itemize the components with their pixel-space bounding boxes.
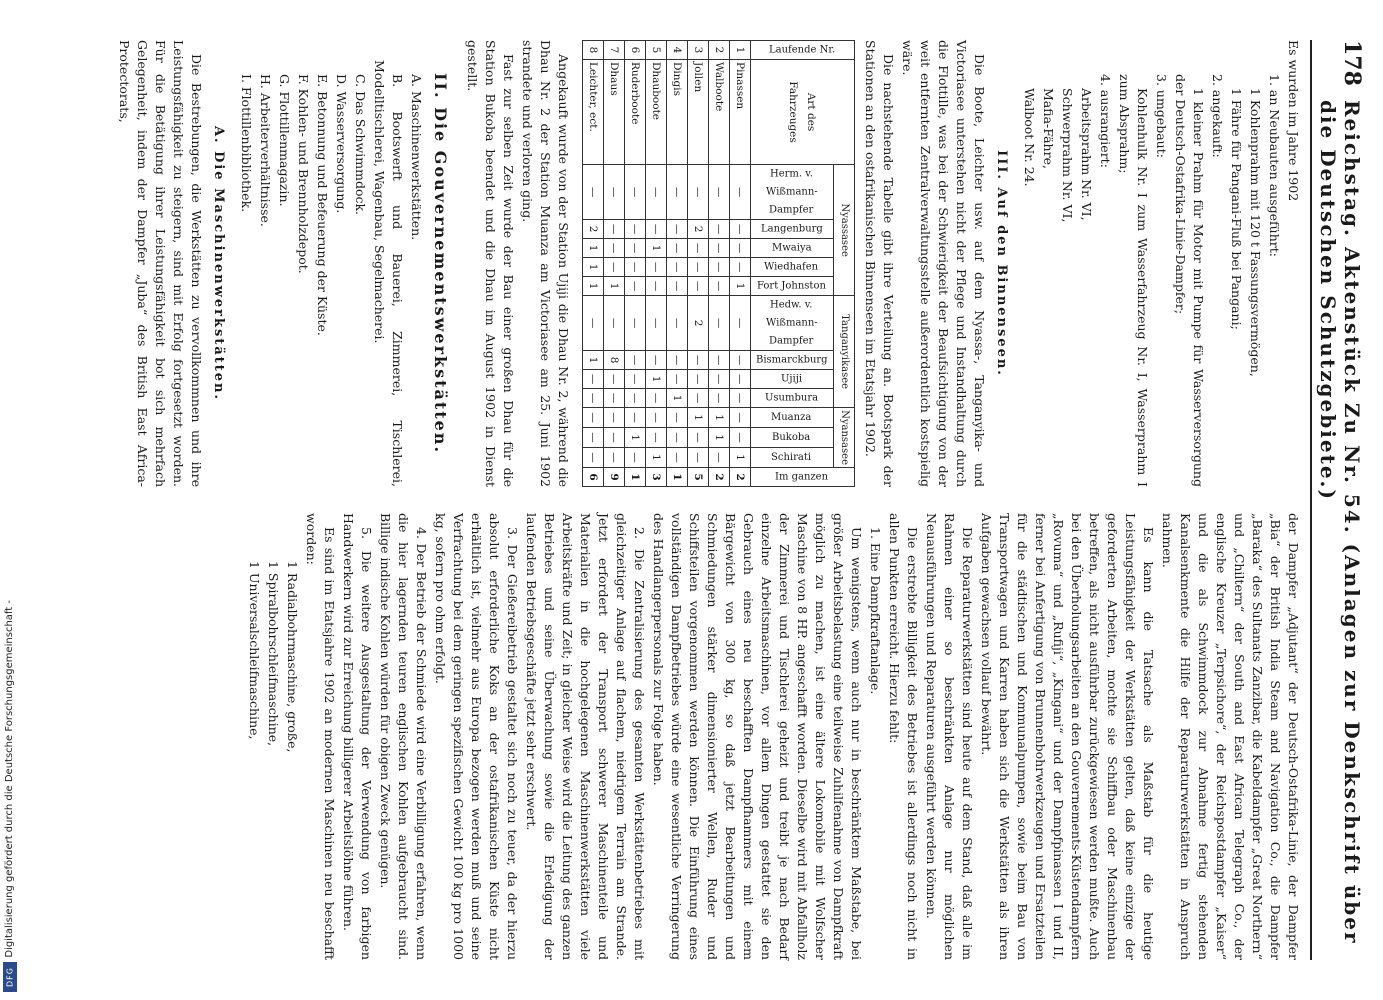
sub-item: 1 Kohlenprahm mit 120 t Fassungsvermögen, bbox=[1248, 88, 1263, 377]
count-cell: — bbox=[625, 408, 646, 428]
paragraph: 1. Eine Dampfkraftanlage. bbox=[868, 527, 883, 695]
table-row bbox=[583, 41, 604, 487]
count-cell: — bbox=[625, 389, 646, 408]
count-cell: — bbox=[688, 370, 709, 389]
table-row bbox=[709, 41, 730, 487]
count-cell: 1 bbox=[730, 448, 751, 468]
count-cell: 1 bbox=[583, 351, 604, 370]
count-cell: 1 bbox=[583, 277, 604, 296]
sub-item: Mafia-Fähre, bbox=[1041, 88, 1056, 169]
count-cell: — bbox=[646, 165, 667, 220]
list-item: A. Maschinenwerkstätten. bbox=[409, 74, 424, 241]
count-cell: 1 bbox=[646, 370, 667, 389]
row-number-cell: 7 bbox=[604, 41, 625, 60]
row-number-cell: 8 bbox=[583, 41, 604, 60]
count-cell: — bbox=[688, 351, 709, 370]
count-cell: — bbox=[730, 165, 751, 220]
station-header: Mwaiya bbox=[751, 239, 834, 258]
count-cell: — bbox=[730, 389, 751, 408]
total-cell: 1 bbox=[667, 468, 688, 487]
vessel-type-cell: Walboote bbox=[709, 60, 730, 165]
row-number-cell: 2 bbox=[709, 41, 730, 60]
list-item: F. Kohlen- und Brennholzdepot. bbox=[296, 74, 311, 274]
digitization-credit: Digitalisierung gefördert durch die Deutsche Forschungsgemeinschaft - bbox=[4, 600, 15, 958]
count-cell: 1 bbox=[730, 277, 751, 296]
list-item: C. Das Schwimmdock. bbox=[353, 74, 368, 216]
list-item: I. Flottillenbibliothek. bbox=[239, 74, 254, 213]
fleet-table-body bbox=[583, 41, 751, 487]
count-cell: 1 bbox=[625, 428, 646, 448]
count-cell: — bbox=[730, 296, 751, 351]
count-cell: — bbox=[604, 296, 625, 351]
station-header: Fort Johnston bbox=[751, 277, 834, 296]
count-cell: 1 bbox=[709, 408, 730, 428]
total-cell: 6 bbox=[583, 468, 604, 487]
count-cell: — bbox=[625, 258, 646, 277]
vessel-type-cell: Pinassen bbox=[730, 60, 751, 165]
total-cell: 9 bbox=[604, 468, 625, 487]
list-item: 1 Universalschleifmaschine, bbox=[247, 561, 262, 740]
count-cell: 1 bbox=[646, 239, 667, 258]
section-title: II. Die Gouvernementswerkstätten. bbox=[431, 72, 450, 455]
count-cell: — bbox=[730, 370, 751, 389]
list-item: 2. angekauft: bbox=[1210, 74, 1225, 158]
count-cell: 1 bbox=[646, 448, 667, 468]
count-cell: — bbox=[604, 448, 625, 468]
count-cell: — bbox=[688, 389, 709, 408]
count-cell: — bbox=[646, 351, 667, 370]
vessel-type-cell: Dingis bbox=[667, 60, 688, 165]
list-item: 4. ausrangiert: bbox=[1098, 74, 1113, 168]
count-cell: 2 bbox=[688, 220, 709, 239]
station-header: Langenburg bbox=[751, 220, 834, 239]
table-row bbox=[646, 41, 667, 487]
count-cell: — bbox=[625, 448, 646, 468]
paragraph: 2. Die Zentralisierung des gesamten Werkstättenbetriebes mit gleichzeitiger Anlage auf flachem, niedrigem Terrain am Strande. Jetzt erfordert der Transport schwerer Maschinenteile und Materialien in die hochgelegenen Maschinenwerkstätten viele Arbeitskräfte und Zeit; in gleicher Weise wird die Leitung des ganzen Betriebes und seine Überwachung sowie die Erledigung der laufenden Betriebsgeschäfte jetzt sehr erschwert. bbox=[524, 513, 647, 960]
list-item: 1. an Neubauten ausgeführt: bbox=[1267, 74, 1282, 257]
count-cell: 8 bbox=[604, 351, 625, 370]
list-item: E. Betonnung und Befeuerung der Küste. bbox=[315, 74, 330, 336]
paragraph: Fast zur selben Zeit wurde der Bau einer großen Dhau für die Station Bukoba beendet und die Dhau im August 1902 in Dienst gestellt. bbox=[465, 40, 516, 487]
station-header: Herm. v. Wißmann-Dampfer bbox=[751, 165, 834, 220]
total-cell: 2 bbox=[730, 468, 751, 487]
right-column bbox=[114, 513, 1302, 960]
count-cell: 1 bbox=[688, 408, 709, 428]
paragraph: Die nachstehende Tabelle gibt ihre Verteilung an. Bootspark der Stationen an den ostafrikanischen Binnenseen im Etatsjahr 1902. bbox=[863, 40, 896, 487]
count-cell: — bbox=[604, 389, 625, 408]
count-cell: — bbox=[667, 351, 688, 370]
page-header bbox=[1310, 40, 1365, 960]
count-cell: — bbox=[646, 408, 667, 428]
count-cell: — bbox=[625, 351, 646, 370]
group-header-nyassa: Nyassasee bbox=[834, 165, 855, 296]
station-header: Wiedhafen bbox=[751, 258, 834, 277]
paragraph: 3. Der Gießereibetrieb gestaltet sich noch zu teuer, da der hierzu absolut erforderliche Koks an der ostafrikanischen Küste nicht erhältlich ist, vielmehr aus Europa bezogen werden muß und seine Verfrachtung bei dem geringen spezifischen Gewicht 100 kg pro 1000 kg, sofern pro ohm erfolgt. bbox=[433, 513, 520, 960]
paragraph: Die Reparaturwerkstätten sind heute auf dem Stand, daß alle im Rahmen einer so beschränkten Anlage nur möglichen Neuausführungen und Reparaturen ausgeführt werden können. bbox=[924, 513, 975, 960]
count-cell: — bbox=[646, 277, 667, 296]
list-item: 1 Spiralbohrschleifmaschine, bbox=[266, 561, 281, 747]
count-cell: — bbox=[625, 165, 646, 220]
count-cell: — bbox=[604, 220, 625, 239]
group-header-victoria: Nyansasee bbox=[834, 408, 855, 468]
paragraph: 4. Der Betrieb der Schmiede wird eine Verbilligung erfahren, wenn die hier lagernden teuren englischen Kohlen aufgebraucht sind. Billige indische Kohlen würden für obigen Zweck genügen. bbox=[378, 513, 429, 960]
count-cell: — bbox=[583, 370, 604, 389]
count-cell: — bbox=[709, 448, 730, 468]
count-cell: — bbox=[688, 165, 709, 220]
paragraph: Um wenigstens, wenn auch nur in beschränktem Maßstabe, bei größer Arbeitsbelastung eine teilweise Zuhilfenahme von Dampfkraft möglich zu machen, ist eine ältere Lokomobile mit Wolfscher Maschine von 8 HP. angeschafft worden. Dieselbe wird mit Abfallholz der Zimmerei und Tischlerei geheizt und treibt je nach Bedarf einzelne Arbeitsmaschinen, vor allem Dingen gestattet sie den Gebrauch eines neu beschafften Dampfhammers mit einem Bärgewicht von 300 kg, so daß jetzt Bearbeitungen und Schmiedungen stärker dimensionierter Wellen, Ruder und Schiffsteilen vorgenommen werden können. Die Einführung eines vollständigen Dampfbetriebes würde eine wesentliche Verringerung des Handlangerpersonals zur Folge haben. bbox=[651, 513, 864, 960]
count-cell: — bbox=[730, 428, 751, 448]
row-number-cell: 6 bbox=[625, 41, 646, 60]
vessel-type-cell: Leichter, ect. bbox=[583, 60, 604, 165]
sub-item: Schwerprahm Nr. VI, bbox=[1060, 88, 1075, 223]
station-header: Schirati bbox=[751, 448, 834, 468]
table-row bbox=[604, 41, 625, 487]
paragraph: Die erstrebte Billigkeit des Betriebes ist allerdings noch nicht in allen Punkten erreicht. Hierzu fehlt: bbox=[887, 513, 920, 960]
count-cell: — bbox=[709, 370, 730, 389]
count-cell: — bbox=[583, 389, 604, 408]
count-cell: — bbox=[667, 220, 688, 239]
total-cell: 1 bbox=[625, 468, 646, 487]
dfg-logo-icon: DFG bbox=[3, 962, 17, 992]
row-number-cell: 4 bbox=[667, 41, 688, 60]
count-cell: 1 bbox=[604, 277, 625, 296]
count-cell: — bbox=[646, 428, 667, 448]
count-cell: — bbox=[604, 239, 625, 258]
station-header: Bismarckburg bbox=[751, 351, 834, 370]
count-cell: 2 bbox=[583, 220, 604, 239]
col-header-nr: Laufende Nr. bbox=[751, 41, 855, 60]
count-cell: — bbox=[709, 351, 730, 370]
count-cell: 1 bbox=[583, 258, 604, 277]
count-cell: — bbox=[667, 239, 688, 258]
vessel-type-cell: Ruderboote bbox=[625, 60, 646, 165]
total-cell: 2 bbox=[709, 468, 730, 487]
count-cell: — bbox=[730, 220, 751, 239]
list-item: 3. umgebaut: bbox=[1154, 74, 1169, 158]
count-cell: — bbox=[667, 258, 688, 277]
paragraph: Es kann die Tatsache als Maßstab für die heutige Leistungsfähigkeit der Werkstätten gelten, daß keine einzige der geforderten Arbeiten, mochte sie Schiffbau oder Maschinenbau betreffen, als nicht ausführbar zurückgewiesen werden mußte. Auch bei den Überholungsarbeiten an den Gouvernements-Küstendampfern „Rovuma“ und „Rufiji“, „Kingani“ und der Dampfpinassen I und II, ferner bei Anfertigung von Brunnenbohrwerkzeugen und Ersatzteilen für die städtischen und Kommunalpumpen, sowie beim Bau von Transportwagen und Karren haben sich die Werkstätten als ihren Aufgaben gewachsen vollauf bewährt. bbox=[979, 513, 1156, 960]
count-cell: — bbox=[646, 220, 667, 239]
count-cell: — bbox=[688, 258, 709, 277]
count-cell: — bbox=[688, 448, 709, 468]
count-cell: 2 bbox=[688, 296, 709, 351]
page-number: 178 bbox=[1339, 40, 1365, 86]
count-cell: — bbox=[709, 258, 730, 277]
sub-item: Arbeitsprahm Nr. VI, bbox=[1079, 88, 1094, 221]
count-cell: — bbox=[646, 258, 667, 277]
row-number-cell: 3 bbox=[688, 41, 709, 60]
paragraph: Angekauft wurde von der Station Ujiji die Dhau Nr. 2, während die Dhau Nr. 2 der Station Muanza am Victoriasee am 25. Juni 1902 strandete und verloren ging. bbox=[520, 40, 571, 487]
count-cell: — bbox=[604, 258, 625, 277]
count-cell: — bbox=[625, 277, 646, 296]
count-cell: — bbox=[667, 448, 688, 468]
count-cell: — bbox=[625, 296, 646, 351]
station-header: Bukoba bbox=[751, 428, 834, 448]
count-cell: — bbox=[625, 370, 646, 389]
row-number-cell: 1 bbox=[730, 41, 751, 60]
paragraph: 5. Die weitere Ausgestaltung der Verwendung von farbigen Handwerkern wird zur Erreichung billigerer Arbeitslöhne führen. bbox=[341, 513, 374, 960]
col-header-art: Art des Fahrzeuges bbox=[751, 60, 855, 165]
sub-item: Walboot Nr. 24. bbox=[1022, 88, 1037, 187]
count-cell: — bbox=[625, 239, 646, 258]
count-cell: — bbox=[667, 408, 688, 428]
vessel-type-cell: Dhauboote bbox=[646, 60, 667, 165]
total-cell: 3 bbox=[646, 468, 667, 487]
left-column bbox=[114, 40, 1302, 487]
count-cell: — bbox=[709, 277, 730, 296]
count-cell: — bbox=[583, 448, 604, 468]
table-row bbox=[688, 41, 709, 487]
group-header-tanganyika: Tanganyikasee bbox=[834, 296, 855, 408]
count-cell: — bbox=[646, 389, 667, 408]
sub-item: 1 Fähre für Pangani-Fluß bei Pangani; bbox=[1229, 88, 1244, 330]
count-cell: — bbox=[667, 428, 688, 448]
count-cell: — bbox=[709, 296, 730, 351]
count-cell: — bbox=[604, 165, 625, 220]
count-cell: — bbox=[709, 239, 730, 258]
station-header: Usumbura bbox=[751, 389, 834, 408]
list-item: D. Wasserversorgung. bbox=[334, 74, 349, 214]
vessel-type-cell: Dhaus bbox=[604, 60, 625, 165]
count-cell: — bbox=[583, 296, 604, 351]
section-title: III. Auf den Binnenseen. bbox=[994, 150, 1009, 377]
count-cell: — bbox=[625, 220, 646, 239]
station-header: Hedw. v. Wißmann-Dampfer bbox=[751, 296, 834, 351]
table-row bbox=[625, 41, 646, 487]
paragraph: Die Boote, Leichter usw. auf dem Nyassa-, Tanganyika- und Victoriasee unterstehen nicht der Pflege und Instandhaltung durch die Flottille, was bei der Schwierigkeit der Beaufsichtigung von der weit entfernten Zentralverwaltungsstelle außerordentlich kostspielig wäre. bbox=[900, 40, 987, 487]
fleet-table bbox=[582, 40, 855, 487]
count-cell: — bbox=[730, 258, 751, 277]
paragraph: Es wurden im Jahre 1902 bbox=[1286, 40, 1301, 202]
count-cell: — bbox=[709, 165, 730, 220]
col-header-total: Im ganzen bbox=[751, 468, 855, 487]
count-cell: 1 bbox=[583, 239, 604, 258]
count-cell: 1 bbox=[667, 389, 688, 408]
count-cell: — bbox=[730, 351, 751, 370]
count-cell: — bbox=[688, 428, 709, 448]
count-cell: — bbox=[667, 296, 688, 351]
sub-item: Kohlenhulk Nr. I zum Wasserfahrzeug Nr. I, Wasserprahm I zum Absprahm; bbox=[1117, 74, 1150, 487]
vessel-type-cell: Jollen bbox=[688, 60, 709, 165]
count-cell: — bbox=[604, 370, 625, 389]
paragraph: Es sind im Etatsjahre 1902 an modernen Maschinen neu beschafft worden: bbox=[304, 513, 337, 960]
count-cell: — bbox=[667, 165, 688, 220]
paragraph: Die Bestrebungen, die Werkstätten zu vervollkommnen und ihre Leistungsfähigkeit zu steigern, sind mit Erfolg fortgesetzt worden. Für die Betätigung ihrer Leistungsfähigkeit bot sich mehrfach Gelegenheit, indem der Dampfer „Juba“ des British East Africa-Protectorats, bbox=[117, 40, 204, 487]
count-cell: — bbox=[583, 408, 604, 428]
list-item: G. Flottillenmagazin. bbox=[277, 74, 292, 207]
count-cell: 1 bbox=[709, 428, 730, 448]
count-cell: — bbox=[667, 277, 688, 296]
count-cell: — bbox=[688, 239, 709, 258]
table-row bbox=[667, 41, 688, 487]
count-cell: — bbox=[667, 370, 688, 389]
list-item: H. Arbeiterverhältnisse. bbox=[258, 74, 273, 227]
count-cell: — bbox=[604, 428, 625, 448]
subsection-title: A. Die Maschinenwerkstätten. bbox=[211, 125, 226, 402]
paragraph: der Dampfer „Adjutant“ der Deutsch-Ostafrika-Linie, der Dampfer „Bia“ der British India Steam and Navigation Co., die Dampfer „Baraka“ des Sultanats Zanzibar, die Kabeldampfer „Great Northern“ und „Chiltern“ der South and East African Telegraph Co., der englische Kreuzer „Terpsichore“, der Reichspostdampfer „Kaiser“ und die als Schwimmdock zur Abnahme fertig stehenden Kanalsenkmente die Hilfe der Reparaturwerkstätten in Anspruch nahmen. bbox=[1160, 513, 1301, 960]
list-item: 1 Radialbohrmaschine, große, bbox=[285, 561, 300, 753]
count-cell: — bbox=[646, 296, 667, 351]
count-cell: — bbox=[583, 165, 604, 220]
list-item: B. Bootswerft und Bauerei, Zimmerei, Tischlerei, Modelltischlerei, Wagenbau, Segelmacherei. bbox=[372, 60, 405, 487]
count-cell: — bbox=[709, 220, 730, 239]
table-row bbox=[730, 41, 751, 487]
row-number-cell: 5 bbox=[646, 41, 667, 60]
count-cell: — bbox=[583, 428, 604, 448]
station-header: Ujiji bbox=[751, 370, 834, 389]
count-cell: — bbox=[688, 277, 709, 296]
total-cell: 5 bbox=[688, 468, 709, 487]
station-header: Muanza bbox=[751, 408, 834, 428]
sub-item: 1 kleiner Prahm für Motor mit Pumpe für Wasserversorgung der Deutsch-Ostafrika-Linie-Dampfer; bbox=[1173, 74, 1206, 487]
running-head: Reichstag. Aktenstück Zu Nr. 54. (Anlagen zur Denkschrift über die Deutschen Schutzgebiete.) bbox=[1316, 99, 1364, 945]
count-cell: — bbox=[730, 239, 751, 258]
count-cell: — bbox=[730, 408, 751, 428]
count-cell: — bbox=[604, 408, 625, 428]
count-cell: — bbox=[709, 389, 730, 408]
